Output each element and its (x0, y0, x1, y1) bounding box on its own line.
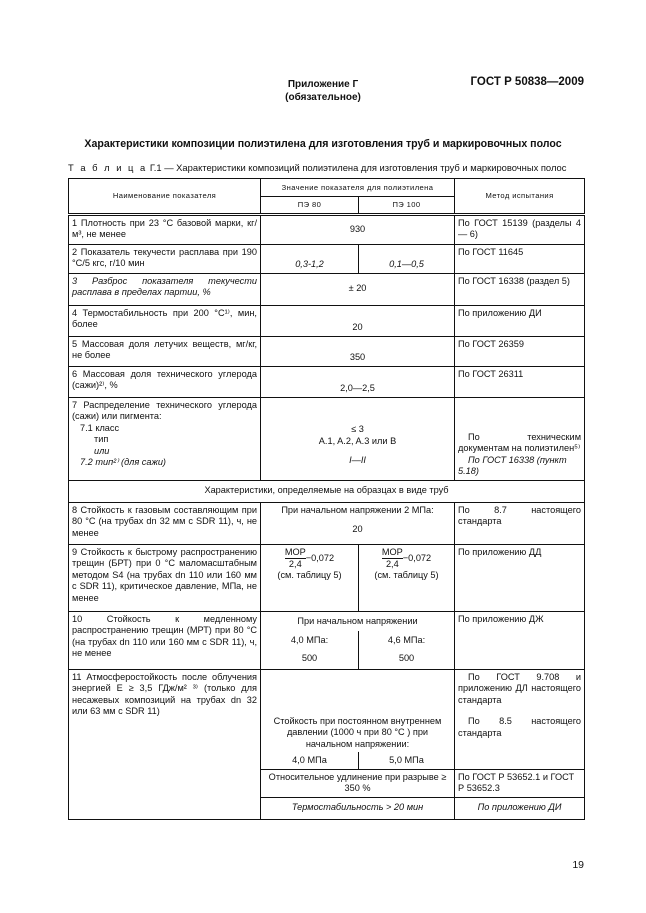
row-method: По ГОСТ 16338 (раздел 5) (455, 273, 585, 305)
row-name: 1 Плотность при 23 °С базовой марки, кг/м³, не менее (69, 214, 261, 244)
r8-v1: При начальном напряжении 2 МПа: (281, 504, 434, 515)
doc-header: ГОСТ Р 50838—2009 (470, 76, 584, 88)
r7-type2: 7.2 тип²⁾ (для сажи) (80, 457, 166, 467)
row-method: По ГОСТ 11645 (455, 244, 585, 273)
row-value-pe80: 0,3-1,2 (261, 244, 359, 273)
frac-num: MOP (284, 546, 306, 557)
table-caption (68, 162, 566, 173)
r11-v3: Термостабильность > 20 мин (261, 797, 455, 819)
r10-v80: 500 (301, 652, 318, 663)
table-row (69, 611, 585, 631)
row-value: 20 (261, 305, 455, 336)
caption-label: Т а б л и ц а (68, 162, 148, 173)
r10-s80: 4,0 МПа: (290, 635, 329, 646)
table-row (69, 544, 585, 611)
table-row (69, 214, 585, 244)
appendix-status: (обязательное) (285, 92, 361, 103)
row-value-pe100 (359, 631, 455, 669)
r11-v2: Относительное удлинение при разрыве ≥ 350 % (261, 769, 455, 797)
page-number: 19 (572, 859, 584, 871)
r11-m2: По 8.5 настоящего стандарта (458, 716, 582, 738)
r11-s100: 5,0 МПа (359, 752, 455, 769)
row-name: 3 Разброс показателя текучести расплава в пределах партии, % (69, 273, 261, 305)
r11-m4: По приложению ДИ (455, 797, 585, 819)
section-row: Характеристики, определяемые на образцах в виде труб (69, 480, 585, 502)
appendix-title: Приложение Г (287, 79, 359, 90)
frac-den: 2,4 (288, 558, 302, 569)
frac-minus: −0,072 (402, 552, 432, 563)
row-value: Стойкость при постоянном внутреннем давлении (1000 ч при 80 °С ) при начальном напряжении: (261, 669, 455, 752)
r7-v3: I—II (349, 455, 366, 466)
r10-s100: 4,6 МПа: (387, 635, 426, 646)
table-row (69, 502, 585, 544)
frac-den: 2,4 (385, 558, 399, 569)
r7-m2: По ГОСТ 16338 (пункт 5.18) (458, 454, 567, 476)
row-method: По 8.7 настоящего стандарта (455, 502, 585, 544)
row-name: 11 Атмосферостойкость после облучения энергией E ≥ 3,5 ГДж/м² ³⁾ (только для несажевых композиций на трубах dn 32 или 63 мм с SDR 11) (69, 669, 261, 819)
row-value (261, 502, 455, 544)
row-method: По ГОСТ 26359 (455, 336, 585, 366)
r11-m3: По ГОСТ Р 53652.1 и ГОСТ Р 53652.3 (455, 769, 585, 797)
header-pe100: ПЭ 100 (359, 197, 455, 215)
row-name: 4 Термостабильность при 200 °С¹⁾, мин, более (69, 305, 261, 336)
row-name: 2 Показатель текучести расплава при 190 °С/5 кгс, г/10 мин (69, 244, 261, 273)
r7-name: 7 Распределение технического углерода (сажи) или пигмента: (72, 399, 257, 421)
r7-type: тип (94, 434, 109, 444)
row-method (455, 669, 585, 769)
row-name: 6 Массовая доля технического углерода (сажи)²⁾, % (69, 366, 261, 397)
row-method: По ГОСТ 26311 (455, 366, 585, 397)
r11-s80: 4,0 МПа (261, 752, 359, 769)
row-method: По приложению ДИ (455, 305, 585, 336)
row-value: 350 (261, 336, 455, 366)
table-row (69, 669, 585, 752)
header-method: Метод испытания (455, 179, 585, 215)
row-value-pe100 (359, 544, 455, 611)
row-name: 9 Стойкость к быстрому распространению трещин (БРТ) при 0 °С маломасштабным методом S4 (на трубах dn 110 или 160 мм с SDR 11), критическое давление, МПа, не менее (69, 544, 261, 611)
row-method: По ГОСТ 15139 (разделы 4 — 6) (455, 214, 585, 244)
row-value: При начальном напряжении (261, 611, 455, 631)
r10-v100: 500 (398, 652, 415, 663)
frac-minus: −0,072 (305, 552, 335, 563)
row-value: 2,0—2,5 (261, 366, 455, 397)
r8-v2: 20 (352, 524, 363, 534)
row-value-pe80 (261, 544, 359, 611)
row-value (261, 397, 455, 480)
r7-class: 7.1 класс (80, 422, 120, 433)
r7-m1: По техническим документам на полиэтилен⁵⁾ (458, 431, 582, 453)
properties-table (68, 178, 585, 820)
header-pe80: ПЭ 80 (261, 197, 359, 215)
row-name: 8 Стойкость к газовым составляющим при 80 °С (на трубах dn 32 мм с SDR 11), ч, не менее (69, 502, 261, 544)
header-value: Значение показателя для полиэтилена (261, 179, 455, 197)
frac-num: MOP (381, 546, 403, 557)
header-name: Наименование показателя (69, 179, 261, 215)
table-row (69, 305, 585, 336)
r9-note: (см. таблицу 5) (277, 569, 342, 580)
r7-v1: ≤ 3 (351, 424, 364, 435)
table-row (69, 244, 585, 273)
row-name (69, 397, 261, 480)
table-row (69, 273, 585, 305)
row-method (455, 397, 585, 480)
row-method: По приложению ДД (455, 544, 585, 611)
section-title: Характеристики композиции полиэтилена для изготовления труб и маркировочных полос (84, 138, 562, 150)
table-row (69, 336, 585, 366)
table-row (69, 366, 585, 397)
row-value-pe100: 0,1—0,5 (359, 244, 455, 273)
r7-v2: A.1, A.2, A.3 или B (318, 435, 397, 446)
row-method: По приложению ДЖ (455, 611, 585, 669)
row-name: 10 Стойкость к медленному распространению трещин (МРТ) при 80 °С (на трубах dn 110 или 160 мм с SDR 11), ч, не менее (69, 611, 261, 669)
r7-or: или (94, 445, 110, 456)
r11-m1: По ГОСТ 9.708 и приложению ДЛ настоящего стандарта (458, 671, 582, 705)
row-value-pe80 (261, 631, 359, 669)
row-value: 930 (261, 214, 455, 244)
row-value: ± 20 (261, 273, 455, 305)
r9-note: (см. таблицу 5) (374, 569, 439, 580)
caption-text: Г.1 — Характеристики композиций полиэтилена для изготовления труб и маркировочных полос (149, 162, 567, 173)
table-row (69, 397, 585, 480)
row-name: 5 Массовая доля летучих веществ, мг/кг, не более (69, 336, 261, 366)
